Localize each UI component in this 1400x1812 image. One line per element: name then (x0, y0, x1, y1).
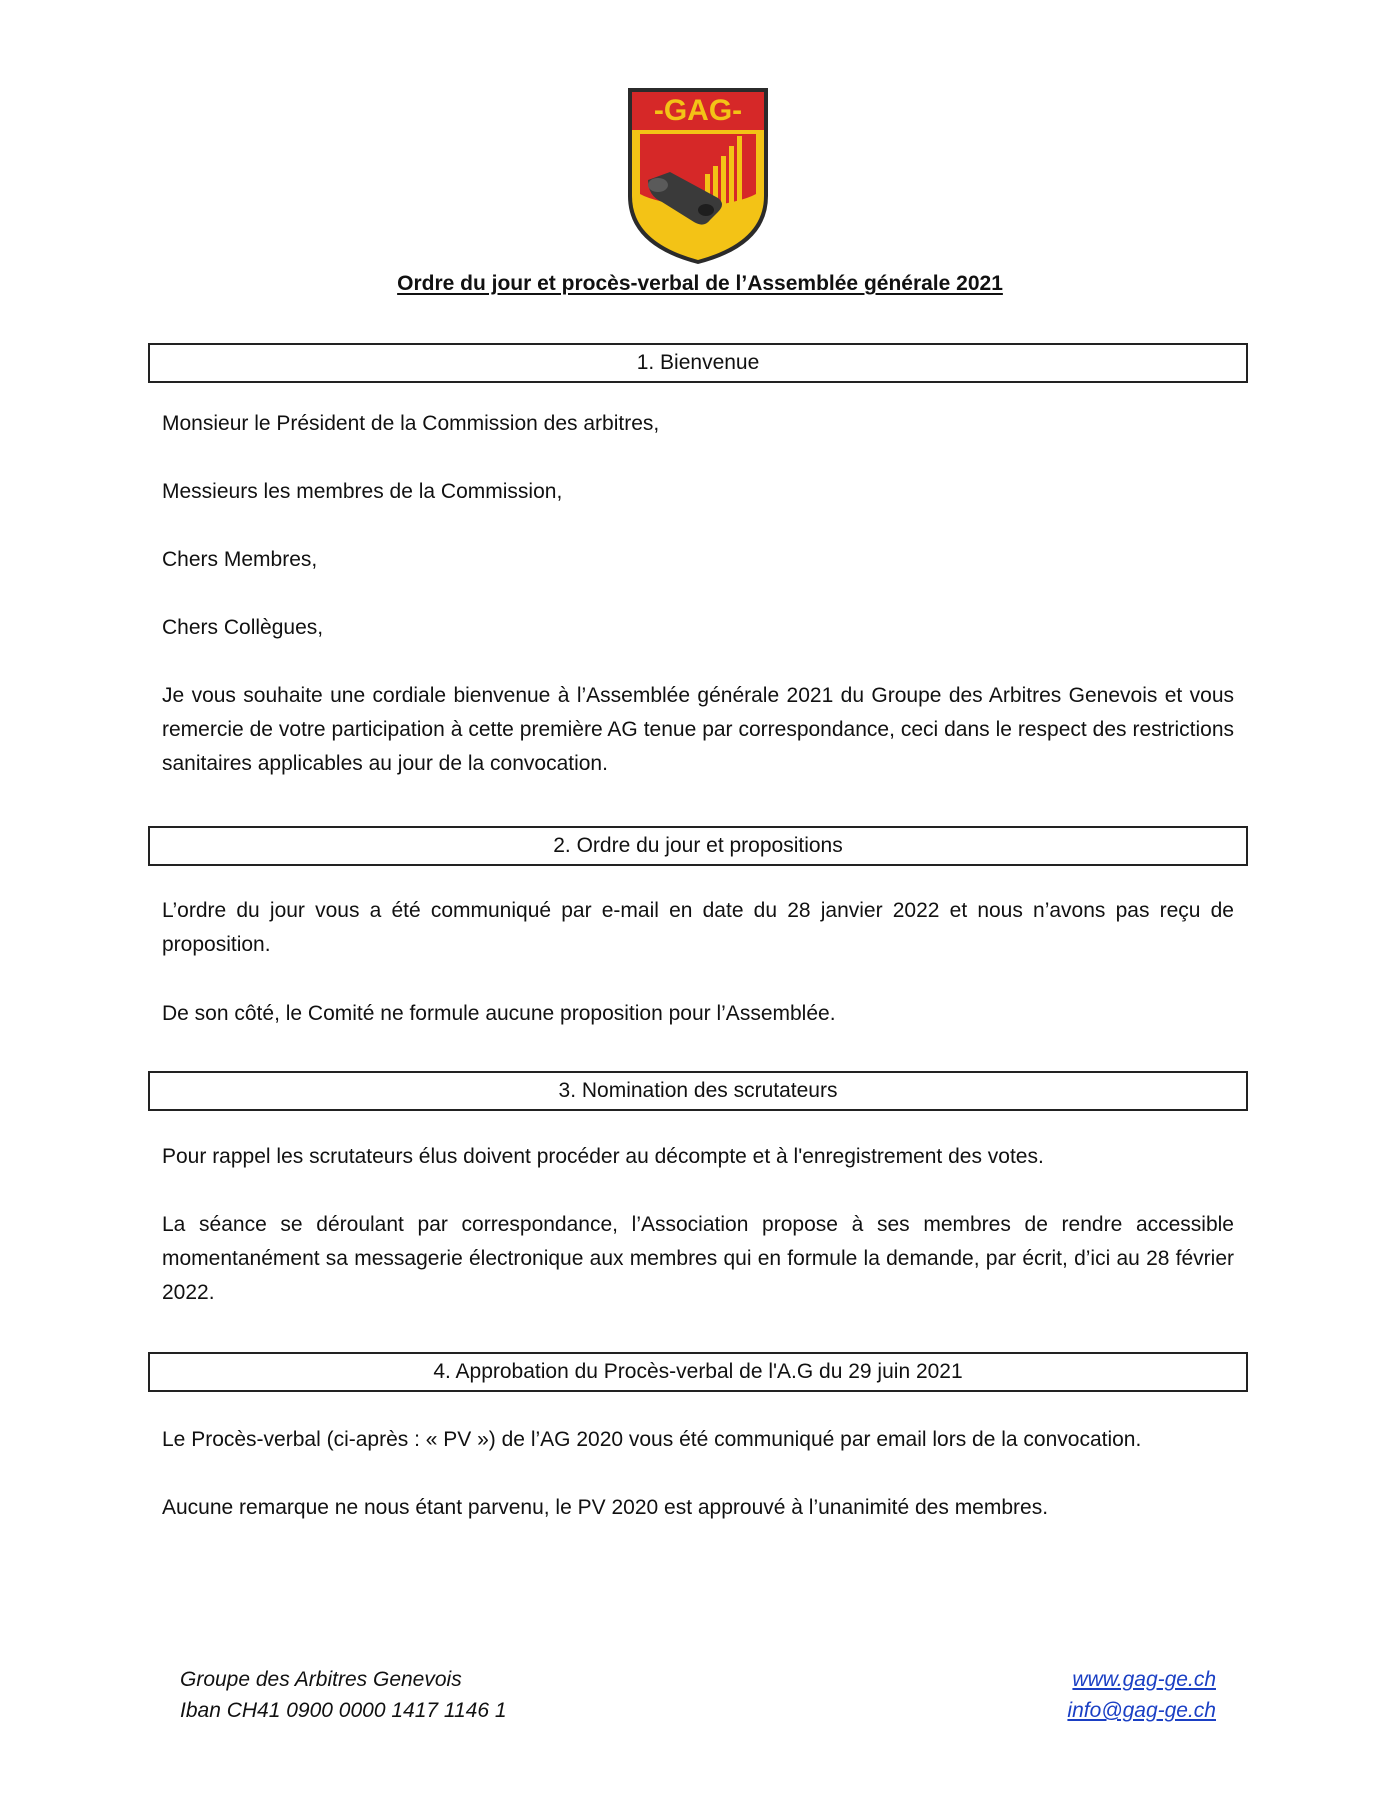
footer-org-info (180, 1664, 507, 1726)
section-heading-text: 1. Bienvenue (636, 351, 760, 374)
document-title: Ordre du jour et procès-verbal de l’Assemblée générale 2021 (397, 272, 1003, 295)
paragraph: Chers Membres, (162, 548, 318, 571)
paragraph: La séance se déroulant par correspondance, l’Association propose à ses membres de rendre accessible momentanément sa messagerie électronique aux membres qui en formule la demande, par écrit, d’ici au 28 février 2022. (162, 1213, 1234, 1304)
section-heading-ordre-du-jour (148, 826, 1248, 866)
paragraph: De son côté, le Comité ne formule aucune proposition pour l’Assemblée. (162, 1002, 836, 1025)
footer-org-name: Groupe des Arbitres Genevois (180, 1668, 462, 1691)
svg-text:-GAG-: -GAG- (653, 94, 743, 127)
paragraph: Je vous souhaite une cordiale bienvenue à l’Assemblée générale 2021 du Groupe des Arbitres Genevois et vous remercie de votre participation à cette première AG tenue par correspondance, ceci dans le respect des restrictions sanitaires applicables au jour de la convocation. (162, 684, 1234, 775)
section-heading-bienvenue (148, 343, 1248, 383)
section-heading-text: 2. Ordre du jour et propositions (553, 834, 843, 857)
section-heading-approbation-pv (148, 1352, 1248, 1392)
paragraph: L’ordre du jour vous a été communiqué par e-mail en date du 28 janvier 2022 et nous n’avons pas reçu de proposition. (162, 899, 1234, 956)
section-heading-text: 4. Approbation du Procès-verbal de l'A.G du 29 juin 2021 (433, 1360, 963, 1383)
paragraph: Chers Collègues, (162, 616, 324, 639)
paragraph: Pour rappel les scrutateurs élus doivent procéder au décompte et à l'enregistrement des votes. (162, 1145, 1044, 1168)
website-link[interactable]: www.gag-ge.ch (1072, 1668, 1216, 1691)
footer-iban: Iban CH41 0900 0000 1417 1146 1 (180, 1699, 507, 1722)
email-link[interactable]: info@gag-ge.ch (1067, 1699, 1216, 1722)
paragraph: Messieurs les membres de la Commission, (162, 480, 563, 503)
paragraph: Le Procès-verbal (ci-après : « PV ») de l’AG 2020 vous été communiqué par email lors de la convocation. (162, 1428, 1142, 1451)
section-heading-scrutateurs (148, 1071, 1248, 1111)
gag-logo (622, 84, 774, 268)
footer-contact (1067, 1664, 1216, 1726)
paragraph: Aucune remarque ne nous étant parvenu, le PV 2020 est approuvé à l’unanimité des membres. (162, 1496, 1049, 1519)
paragraph: Monsieur le Président de la Commission des arbitres, (162, 412, 660, 435)
section-heading-text: 3. Nomination des scrutateurs (558, 1079, 838, 1102)
